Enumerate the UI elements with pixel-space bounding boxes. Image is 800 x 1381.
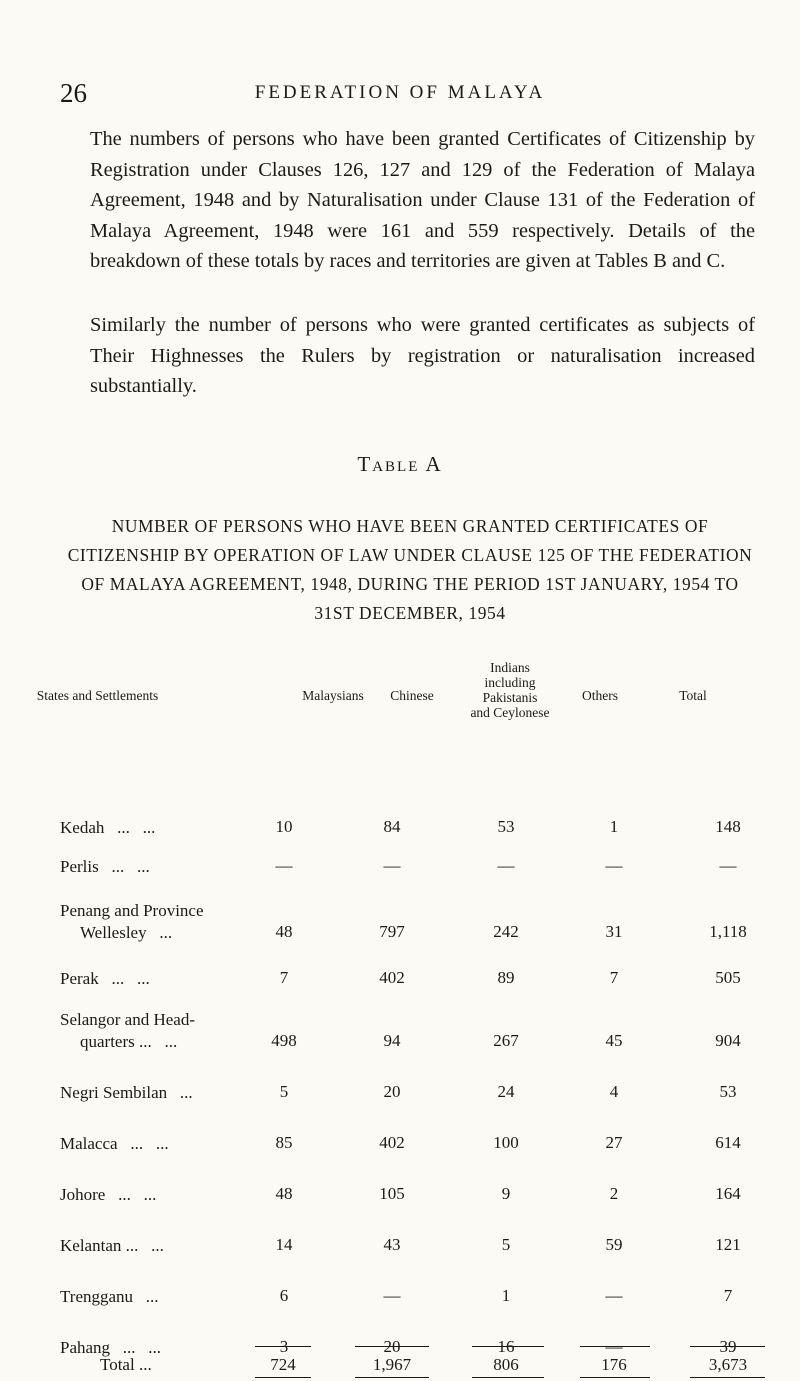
state-name: Malacca ... ... bbox=[60, 1134, 169, 1153]
state-name-cont: Wellesley ... bbox=[80, 923, 173, 942]
cell-others: 31 bbox=[605, 922, 623, 941]
total-rule-malaysians bbox=[255, 1346, 311, 1347]
cell-malaysians: 48 bbox=[275, 1184, 293, 1203]
cell-others: 1 bbox=[609, 817, 619, 836]
cell-indians: 24 bbox=[497, 1082, 515, 1101]
state-name: Penang and Province bbox=[60, 901, 204, 920]
cell-malaysians: 498 bbox=[271, 1031, 297, 1050]
header-chinese: Chinese bbox=[390, 688, 434, 703]
header-indians-line3: Pakistanis bbox=[482, 690, 538, 705]
cell-malaysians: — bbox=[275, 856, 293, 875]
running-title: FEDERATION OF MALAYA bbox=[254, 82, 546, 103]
total-chinese: 1,967 bbox=[372, 1355, 412, 1374]
cell-others: 4 bbox=[609, 1082, 619, 1101]
state-name: Selangor and Head- bbox=[60, 1010, 196, 1029]
header-others: Others bbox=[582, 688, 618, 703]
header-total: Total bbox=[679, 688, 707, 703]
cell-total: 904 bbox=[715, 1031, 741, 1050]
header-indians-line1: Indians bbox=[490, 660, 530, 675]
cell-malaysians: 85 bbox=[275, 1133, 293, 1152]
cell-others: 2 bbox=[609, 1184, 619, 1203]
cell-indians: 242 bbox=[493, 922, 519, 941]
total-underline-total bbox=[690, 1377, 765, 1378]
cell-total: 1,118 bbox=[709, 922, 747, 941]
cell-indians: 16 bbox=[497, 1337, 515, 1356]
cell-chinese: 94 bbox=[383, 1031, 401, 1050]
page-number: 26 bbox=[60, 78, 87, 108]
cell-total: 7 bbox=[723, 1286, 733, 1305]
cell-malaysians: 7 bbox=[279, 968, 289, 987]
cell-malaysians: 48 bbox=[275, 922, 293, 941]
cell-total: 164 bbox=[715, 1184, 741, 1203]
state-name: Pahang ... ... bbox=[60, 1338, 162, 1357]
paragraph-citizenship: The numbers of persons who have been granted Certificates of Citizenship by Registration under Clauses 126, 127 and 129 of the Federation of Malaya Agreement, 1948 and by Naturalisation under Clause 131 of the Federation of Malaya Agreement, 1948 were 161 and 559 respectively. Details of the breakdown of these totals by races and territories are given at Tables B and C. bbox=[90, 128, 755, 273]
cell-malaysians: 14 bbox=[275, 1235, 293, 1254]
total-rule-chinese bbox=[355, 1346, 429, 1347]
table-caption: NUMBER OF PERSONS WHO HAVE BEEN GRANTED CERTIFICATES OF CITIZENSHIP BY OPERATION OF LAW UNDER CLAUSE 125 OF THE FEDERATION OF MALAYA AGREEMENT, 1948, DURING THE PERIOD 1ST JANUARY, 1954 TO 31ST DECEMBER, 1954 bbox=[67, 516, 753, 623]
header-states: States and Settlements bbox=[36, 688, 159, 703]
header-indians-line2: including bbox=[484, 675, 536, 690]
state-name: Trengganu ... bbox=[60, 1287, 159, 1306]
cell-indians: 1 bbox=[501, 1286, 511, 1305]
cell-total: 148 bbox=[715, 817, 741, 836]
state-name: Johore ... ... bbox=[60, 1185, 157, 1204]
cell-chinese: 402 bbox=[379, 968, 405, 987]
cell-others: 27 bbox=[605, 1133, 623, 1152]
cell-total: 121 bbox=[715, 1235, 741, 1254]
cell-others: — bbox=[605, 1286, 623, 1305]
total-underline-chinese bbox=[355, 1377, 429, 1378]
total-rule-others bbox=[580, 1346, 650, 1347]
cell-others: — bbox=[605, 856, 623, 875]
total-rule-indians bbox=[472, 1346, 544, 1347]
state-name: Negri Sembilan ... bbox=[60, 1083, 193, 1102]
cell-chinese: 105 bbox=[379, 1184, 405, 1203]
table-title: Table A bbox=[357, 452, 443, 476]
cell-total: — bbox=[719, 856, 737, 875]
cell-total: 614 bbox=[715, 1133, 741, 1152]
state-name: Kedah ... ... bbox=[60, 818, 156, 837]
state-name: Perlis ... ... bbox=[60, 857, 150, 876]
cell-others: 7 bbox=[609, 968, 619, 987]
cell-indians: — bbox=[497, 856, 515, 875]
cell-total: 505 bbox=[715, 968, 741, 987]
total-underline-others bbox=[580, 1377, 650, 1378]
cell-chinese: — bbox=[383, 1286, 401, 1305]
cell-malaysians: 5 bbox=[279, 1082, 289, 1101]
header-malaysians: Malaysians bbox=[302, 688, 364, 703]
cell-indians: 9 bbox=[501, 1184, 511, 1203]
total-indians: 806 bbox=[493, 1355, 519, 1374]
cell-chinese: 20 bbox=[383, 1082, 401, 1101]
total-total: 3,673 bbox=[708, 1355, 748, 1374]
cell-indians: 100 bbox=[493, 1133, 519, 1152]
cell-total: 39 bbox=[719, 1337, 737, 1356]
cell-total: 53 bbox=[719, 1082, 737, 1101]
state-name: Perak ... ... bbox=[60, 969, 150, 988]
cell-indians: 89 bbox=[497, 968, 515, 987]
header-indians-line4: and Ceylonese bbox=[470, 705, 550, 720]
cell-chinese: 84 bbox=[383, 817, 401, 836]
cell-chinese: 43 bbox=[383, 1235, 401, 1254]
cell-chinese: 20 bbox=[383, 1337, 401, 1356]
cell-others: 45 bbox=[605, 1031, 623, 1050]
total-underline-indians bbox=[472, 1377, 544, 1378]
cell-chinese: 797 bbox=[379, 922, 405, 941]
cell-malaysians: 6 bbox=[279, 1286, 289, 1305]
cell-chinese: 402 bbox=[379, 1133, 405, 1152]
total-label: Total ... bbox=[100, 1355, 152, 1374]
cell-chinese: — bbox=[383, 856, 401, 875]
cell-indians: 5 bbox=[501, 1235, 511, 1254]
cell-indians: 53 bbox=[497, 817, 515, 836]
cell-indians: 267 bbox=[493, 1031, 519, 1050]
total-others: 176 bbox=[601, 1355, 627, 1374]
state-name: Kelantan ... ... bbox=[60, 1236, 164, 1255]
cell-malaysians: 3 bbox=[279, 1337, 289, 1356]
state-name-cont: quarters ... ... bbox=[80, 1032, 178, 1051]
total-underline-malaysians bbox=[255, 1377, 311, 1378]
page-header bbox=[0, 74, 800, 114]
cell-others: 59 bbox=[605, 1235, 623, 1254]
total-malaysians: 724 bbox=[270, 1355, 296, 1374]
cell-malaysians: 10 bbox=[275, 817, 293, 836]
cell-others: — bbox=[605, 1337, 623, 1356]
paragraph-subjects: Similarly the number of persons who were granted certificates as subjects of Their Highnesses the Rulers by registration or naturalisation increased substantially. bbox=[90, 314, 755, 398]
total-rule-total bbox=[690, 1346, 765, 1347]
